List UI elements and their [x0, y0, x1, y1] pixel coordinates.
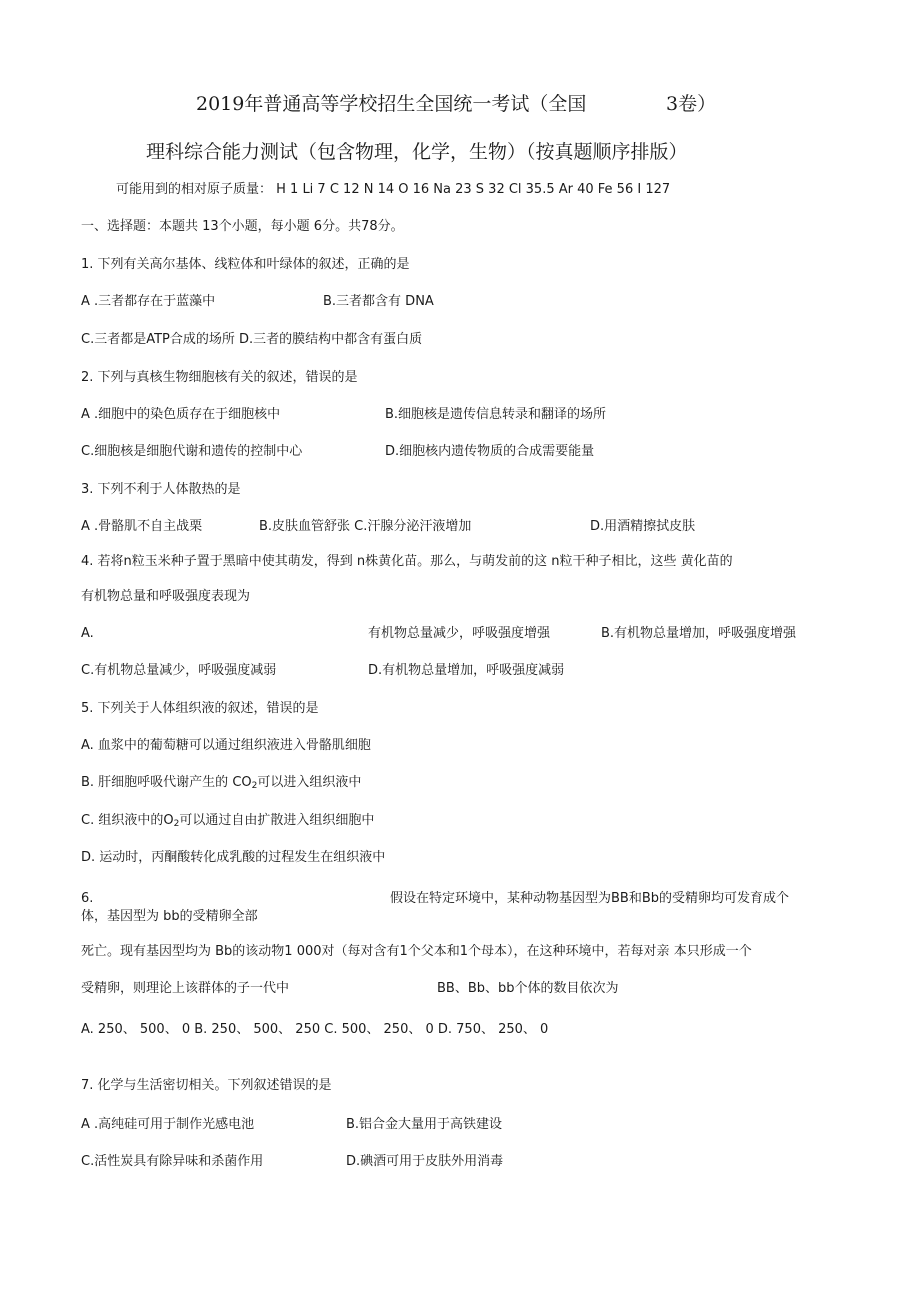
q4-stem: 4. 若将n粒玉米种子置于黑暗中使其萌发，得到 n株黄化苗。那么，与萌发前的这 n粒干种子相比，这些 黄化苗的 [81, 554, 733, 569]
q6-stem: 假设在特定环境中，某种动物基因型为BB和Bb的受精卵均可发育成个 [390, 891, 790, 906]
q5-option-a: A. 血浆中的葡萄糖可以通过组织液进入骨骼肌细胞 [81, 738, 371, 753]
q2-option-b: B.细胞核是遗传信息转录和翻译的场所 [385, 407, 607, 422]
q4-stem-cont: 有机物总量和呼吸强度表现为 [81, 589, 251, 604]
q6-number: 6. [81, 891, 94, 906]
q4-option-a-label: A. [81, 626, 94, 641]
q6-stem-line4: 受精卵，则理论上该群体的子一代中 [81, 981, 290, 996]
q6-stem-line4-right: BB、Bb、bb个体的数目依次为 [437, 981, 619, 996]
q3-option-d: D.用酒精擦拭皮肤 [590, 519, 696, 534]
q2-stem: 2. 下列与真核生物细胞核有关的叙述，错误的是 [81, 370, 358, 385]
q3-option-a: A .骨骼肌不自主战栗 [81, 519, 203, 534]
q4-option-c: C.有机物总量减少，呼吸强度减弱 [81, 663, 277, 678]
exam-title: 2019年普通高等学校招生全国统一考试（全国 [196, 93, 587, 115]
q3-option-bc: B.皮肤血管舒张 C.汗腺分泌汗液增加 [259, 519, 472, 534]
q7-option-c: C.活性炭具有除异味和杀菌作用 [81, 1154, 264, 1169]
q4-option-d: D.有机物总量增加，呼吸强度减弱 [368, 663, 565, 678]
q5-stem: 5. 下列关于人体组织液的叙述，错误的是 [81, 701, 319, 716]
q6-stem-cont: 体，基因型为 bb的受精卵全部 [81, 909, 258, 924]
q7-option-d: D.碘酒可用于皮肤外用消毒 [346, 1154, 504, 1169]
q5-option-d: D. 运动时，丙酮酸转化成乳酸的过程发生在组织液中 [81, 850, 386, 865]
q1-stem: 1. 下列有关高尔基体、线粒体和叶绿体的叙述，正确的是 [81, 257, 410, 272]
q3-stem: 3. 下列不利于人体散热的是 [81, 482, 241, 497]
q7-option-a: A .高纯硅可用于制作光感电池 [81, 1117, 255, 1132]
q6-stem-line3: 死亡。现有基因型均为 Bb的该动物1 000对（每对含有1个父本和1个母本），在这种环境中，若每对亲 本只形成一个 [81, 944, 752, 959]
q2-option-a: A .细胞中的染色质存在于细胞核中 [81, 407, 281, 422]
q2-option-d: D.细胞核内遗传物质的合成需要能量 [385, 444, 595, 459]
q4-option-b: B.有机物总量增加，呼吸强度增强 [601, 626, 797, 641]
q6-options: A. 250、 500、 0 B. 250、 500、 250 C. 500、 250、 0 D. 750、 250、 0 [81, 1022, 549, 1037]
q4-option-a: 有机物总量减少，呼吸强度增强 [368, 626, 551, 641]
section-heading: 一、选择题：本题共 13个小题，每小题 6分。共78分。 [81, 219, 404, 234]
q1-option-cd: C.三者都是ATP合成的场所 D.三者的膜结构中都含有蛋白质 [81, 332, 423, 347]
q1-option-b: B.三者都含有 DNA [323, 294, 434, 309]
q7-stem: 7. 化学与生活密切相关。下列叙述错误的是 [81, 1078, 332, 1093]
exam-subtitle: 理科综合能力测试（包含物理，化学，生物）（按真题顺序排版） [146, 141, 688, 163]
q5-option-c: C. 组织液中的$O_2$可以通过自由扩散进入组织细胞中 [81, 813, 375, 829]
q1-option-a: A .三者都存在于蓝藻中 [81, 294, 216, 309]
q2-option-c: C.细胞核是细胞代谢和遗传的控制中心 [81, 444, 303, 459]
exam-volume: 3卷） [666, 93, 717, 115]
atomic-mass-line: 可能用到的相对原子质量： H 1 Li 7 C 12 N 14 O 16 Na 23 S 32 Cl 35.5 Ar 40 Fe 56 I 127 [116, 182, 671, 197]
q5-option-b: B. 肝细胞呼吸代谢产生的 $CO_2$可以进入组织液中 [81, 775, 362, 791]
q7-option-b: B.铝合金大量用于高铁建设 [346, 1117, 503, 1132]
